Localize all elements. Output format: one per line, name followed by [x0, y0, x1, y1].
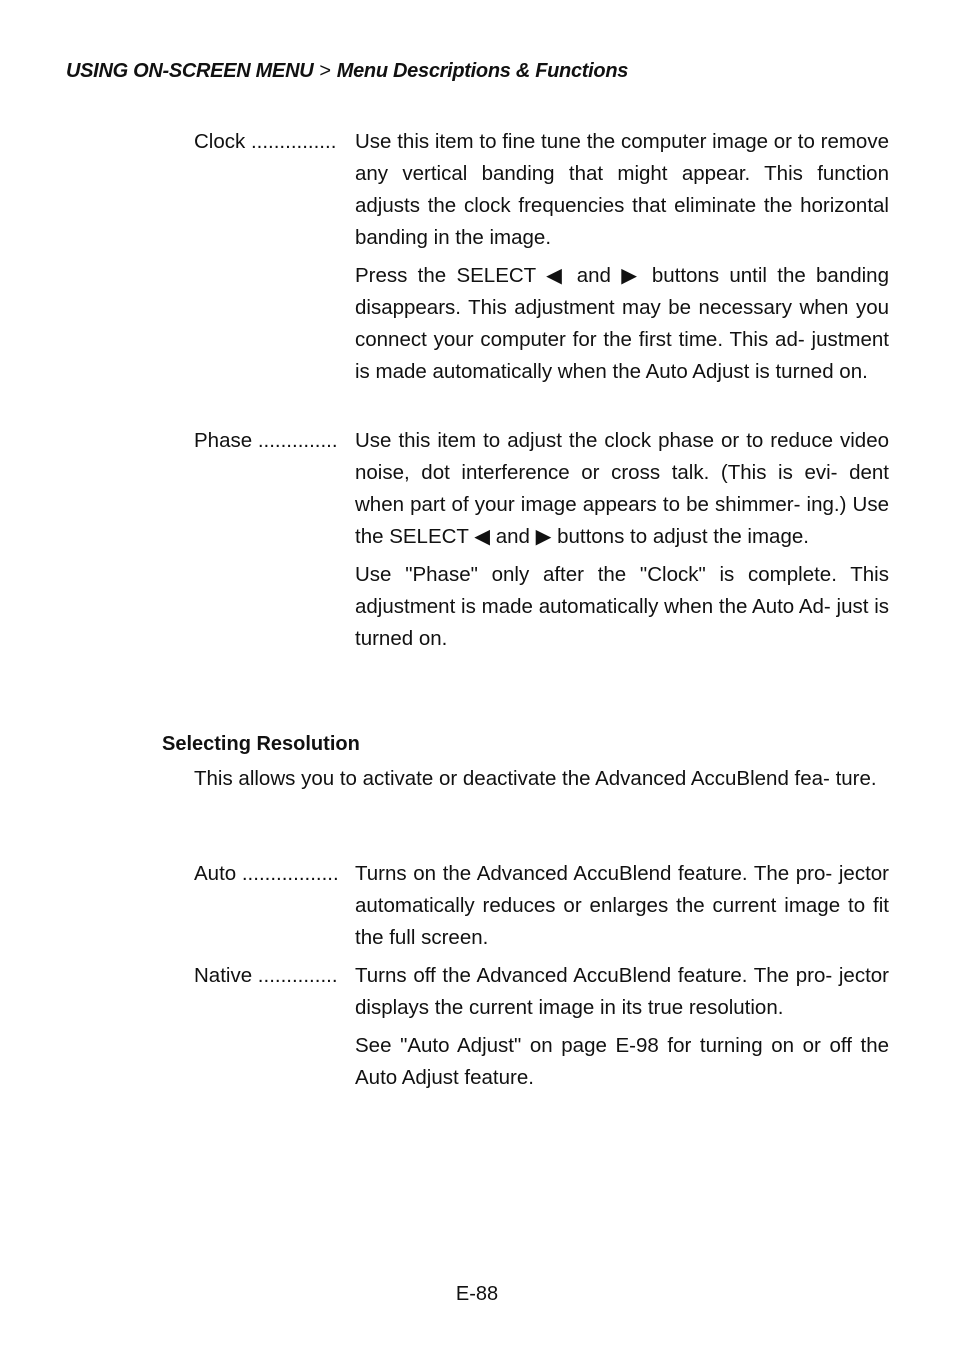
entry-auto	[194, 858, 889, 960]
entry-description	[355, 858, 889, 954]
entry-native	[194, 960, 889, 1100]
paragraph: Use "Phase" only after the "Clock" is complete. This adjustment is made automatically when the Auto Ad- just is turned on.	[355, 563, 889, 650]
section-intro: This allows you to activate or deactivate the Advanced AccuBlend fea- ture.	[194, 767, 877, 790]
paragraph: Use this item to fine tune the computer image or to remove any vertical banding that might appear. This function adjusts the clock frequencies that eliminate the horizontal banding in the image.	[355, 130, 889, 249]
paragraph: See "Auto Adjust" on page E-98 for turning on or off the Auto Adjust feature.	[355, 1034, 889, 1089]
entry-clock	[194, 126, 889, 394]
entry-description	[355, 425, 889, 655]
paragraph: Press the SELECT ◀ and ▶ buttons until the banding disappears. This adjustment may be necessary when you connect your computer for the first time. This ad- justment is made automatically when the Auto Adjust is turned on.	[355, 264, 889, 383]
entry-term: Phase ..............	[194, 429, 338, 452]
paragraph: Use this item to adjust the clock phase or to reduce video noise, dot interference or cross talk. (This is evi- dent when part of your image appears to be shimmer- ing.) Use the SELECT ◀ and ▶ buttons to adjust the image.	[355, 429, 889, 548]
paragraph: Turns on the Advanced AccuBlend feature. The pro- jector automatically reduces or enlarges the current image to fit the full screen.	[355, 862, 889, 949]
entry-phase	[194, 425, 889, 661]
header-section: USING ON-SCREEN MENU	[66, 60, 314, 82]
entry-description	[355, 126, 889, 388]
entry-term: Auto .................	[194, 862, 339, 885]
page-number: E-88	[455, 1283, 499, 1305]
header-subsection: Menu Descriptions & Functions	[336, 60, 629, 82]
entry-term: Native ..............	[194, 964, 338, 987]
paragraph: Turns off the Advanced AccuBlend feature. The pro- jector displays the current image in its true resolution.	[355, 964, 889, 1019]
header-separator: >	[319, 60, 331, 82]
entry-term: Clock ...............	[194, 130, 337, 153]
page-header	[66, 60, 628, 83]
entry-description	[355, 960, 889, 1094]
section-heading: Selecting Resolution	[162, 733, 360, 755]
